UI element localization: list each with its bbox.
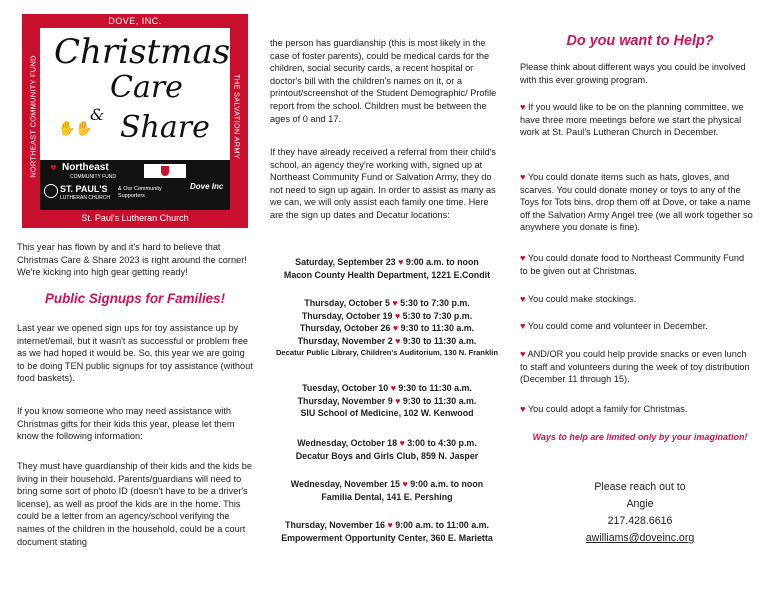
help-item-text: AND/OR you could help provide snacks or even lunch to staff and volunteers during the week of toy distribution (December 11 through 15).: [520, 349, 750, 385]
schedule-location: Familia Dental, 141 E. Pershing: [321, 491, 453, 502]
help-item-text: You could donate food to Northeast Community Fund to be given out at Christmas.: [520, 253, 745, 276]
contact-phone: 217.428.6616: [607, 515, 673, 527]
schedule-location: SIU School of Medicine, 102 W. Kenwood: [300, 408, 474, 419]
schedule-time: 9:30 to 11:30 a.m.: [402, 395, 477, 406]
schedule-group: [270, 437, 504, 462]
schedule-date: Thursday, November 2: [297, 335, 393, 346]
know-someone-paragraph: If you know someone who may need assistance with Christmas gifts for their kids this year, please let them know the following information:: [17, 406, 235, 442]
sponsor-northeast-sub: COMMUNITY FUND: [70, 174, 117, 180]
help-item: [520, 252, 754, 277]
sponsor-northeast: Northeast: [62, 162, 109, 173]
sponsor-dove: Dove Inc: [190, 182, 224, 191]
schedule-time: 9:30 to 11:30 a.m.: [398, 383, 472, 393]
schedule-date-row: [270, 256, 504, 269]
schedule-date: Saturday, September 23: [295, 257, 396, 267]
schedule-group: [270, 297, 504, 360]
contact-name: Angie: [626, 498, 654, 510]
help-item: [520, 171, 754, 234]
heart-icon: ♥: [520, 321, 526, 331]
help-heading: Do you want to Help?: [566, 33, 714, 49]
heart-icon: ♥: [402, 479, 408, 489]
schedule-date: Wednesday, October 18: [297, 438, 398, 448]
heart-icon: ♥: [390, 383, 396, 393]
referral-paragraph: If they have already received a referral from their child's school, an agency they're working with, signed up at Northeast Community Fund or Salvation Army, they do not need to sign up again. In order to assist as many as we can, we will only assist each family one time. Here are the sign up dates and Decatur locations:: [270, 147, 496, 220]
schedule-location: Decatur Boys and Girls Club, 859 N. Jasper: [295, 450, 479, 461]
logo-salvation-label: THE SALVATION ARMY: [232, 73, 242, 160]
schedule-time: 9:00 a.m. to noon: [410, 479, 484, 489]
sponsor-community: & Our Community Supporters: [118, 186, 162, 199]
schedule-date: Thursday, October 5: [304, 298, 390, 308]
logo-dove-label: DOVE, INC.: [108, 16, 162, 26]
help-item-text: You could come and volunteer in December.: [527, 321, 708, 331]
contact-email-link[interactable]: awilliams@doveinc.org: [585, 532, 695, 544]
help-item: [520, 320, 754, 333]
contact-block: [520, 479, 760, 547]
heart-icon: ♥: [520, 349, 526, 359]
schedule-date: Thursday, October 26: [299, 323, 391, 334]
guardianship-paragraph: They must have guardianship of their kids and the kids be living in their household. Parents/guardians will need to bring some sort of photo ID (doesn't have to be a driver's license), as well as proof the kids are in the home. This could be a letter from an agency/school verifying the names of the children in the household, could be a court document stating: [17, 461, 252, 547]
schedule-date: Tuesday, October 10: [302, 383, 389, 393]
heart-icon: ♥: [399, 438, 405, 448]
heart-icon: ♥: [520, 253, 526, 263]
christmas-care-share-logo: [22, 14, 248, 228]
schedule-date-row: [270, 395, 504, 408]
schedule-time: 9:00 a.m. to noon: [405, 257, 479, 267]
schedule-date: Thursday, November 9: [297, 395, 393, 406]
heart-icon: ♥: [520, 102, 526, 112]
public-signups-heading: Public Signups for Families!: [44, 291, 226, 306]
schedule-date: Wednesday, November 15: [290, 479, 400, 489]
logo-script-panel: [40, 28, 230, 160]
schedule-time: 9:30 to 11:30 a.m.: [400, 323, 475, 334]
heart-icon: ♥: [395, 335, 401, 346]
heart-icon: ♥: [395, 395, 401, 406]
help-tagline: Ways to help are limited only by your imagination!: [532, 432, 748, 442]
sponsor-stpauls-sub: LUTHERAN CHURCH: [60, 195, 111, 201]
schedule-group: [270, 519, 504, 544]
schedule-date-row: [270, 437, 504, 450]
logo-script-care: Care: [110, 70, 183, 105]
help-item-text: You could donate items such as hats, gloves, and scarves. You could donate money or toys to any of the Toys for Tots bins, drop them off at Dove, or take a name off the Salvation Army Angel tree (we all work together so anywhere you donate is fine).: [520, 172, 753, 233]
schedule-time: 5:30 to 7:30 p.m.: [402, 310, 473, 321]
logo-church-label: St. Paul's Lutheran Church: [81, 213, 189, 223]
logo-sponsor-strip: [40, 160, 230, 210]
schedule-location: Macon County Health Department, 1221 E.Condit: [283, 269, 491, 280]
contact-intro: Please reach out to: [594, 481, 686, 493]
logo-script-amp: &: [90, 105, 105, 124]
heart-icon: ♥: [394, 310, 401, 321]
schedule-date-row: [270, 382, 504, 395]
schedule-time: 3:00 to 4:30 p.m.: [407, 438, 477, 448]
signups-paragraph: Last year we opened sign ups for toy assistance up by internet/email, but it wasn't as successful or problem free as we had hoped it would be. So, this year we are going to be doing TEN public signups for toy assistance (without food baskets).: [17, 323, 253, 384]
schedule-time: 5:30 to 7:30 p.m.: [400, 298, 470, 308]
schedule-location: Decatur Public Library, Children's Auditorium, 130 N. Franklin: [275, 348, 499, 358]
schedule-location: Empowerment Opportunity Center, 360 E. Marietta: [281, 532, 493, 543]
heart-icon: ♥: [392, 298, 398, 308]
help-item-text: You could make stockings.: [527, 294, 637, 304]
salvation-army-shield-icon: [144, 164, 186, 178]
logo-script-christmas: Christmas: [54, 32, 231, 72]
logo-northeast-label: NORTHEAST COMMUNITY FUND: [28, 55, 38, 178]
help-item: [520, 101, 754, 139]
help-item: [520, 293, 754, 306]
schedule-time: 9:00 a.m. to 11:00 a.m.: [395, 520, 489, 530]
heart-icon: ♥: [520, 172, 526, 182]
sponsor-stpauls: ST. PAUL'S: [60, 184, 108, 194]
schedule-group: [270, 256, 504, 281]
heart-icon: ♥: [50, 162, 57, 174]
church-icon: [44, 184, 58, 198]
schedule-date-row: [270, 519, 504, 532]
intro-paragraph: This year has flown by and it's hard to believe that Christmas Care & Share 2023 is right around the corner! We're kicking into high gear getting ready!: [17, 242, 247, 278]
heart-icon: ♥: [520, 404, 526, 414]
logo-script-share: Share: [120, 110, 210, 145]
schedule-date: Thursday, November 16: [285, 520, 385, 530]
schedule-date: Thursday, October 19: [301, 310, 393, 321]
guardianship-cont-paragraph: the person has guardianship (this is most likely in the case of foster parents), could be medical cards for the children, social security cards, a recent hospital or doctor's bill with the children's names on it, or a printout/screenshot of the Student Demographic/ Profile report from the school. Children must be between the ages of 0 and 17.: [270, 38, 497, 124]
help-item-text: You could adopt a family for Christmas.: [527, 404, 688, 414]
heart-icon: ♥: [398, 257, 404, 267]
schedule-date-row: [270, 310, 504, 323]
mittens-icon: ✋✋: [58, 120, 93, 136]
schedule-group: [270, 382, 504, 420]
heart-icon: ♥: [520, 294, 526, 304]
heart-icon: ♥: [392, 323, 399, 334]
schedule-time: 9:30 to 11:30 a.m.: [402, 335, 477, 346]
heart-icon: ♥: [387, 520, 393, 530]
schedule-date-row: [270, 335, 504, 348]
help-intro-paragraph: Please think about different ways you could be involved with this ever growing program.: [520, 62, 746, 85]
schedule-date-row: [270, 478, 504, 491]
help-item-text: If you would like to be on the planning committee, we have three more meetings before we start the physical work at St. Paul's Lutheran Church in December.: [520, 102, 744, 138]
help-item: [520, 403, 754, 416]
schedule-date-row: [270, 297, 504, 310]
schedule-group: [270, 478, 504, 503]
schedule-date-row: [270, 322, 504, 335]
help-item: [520, 348, 754, 386]
